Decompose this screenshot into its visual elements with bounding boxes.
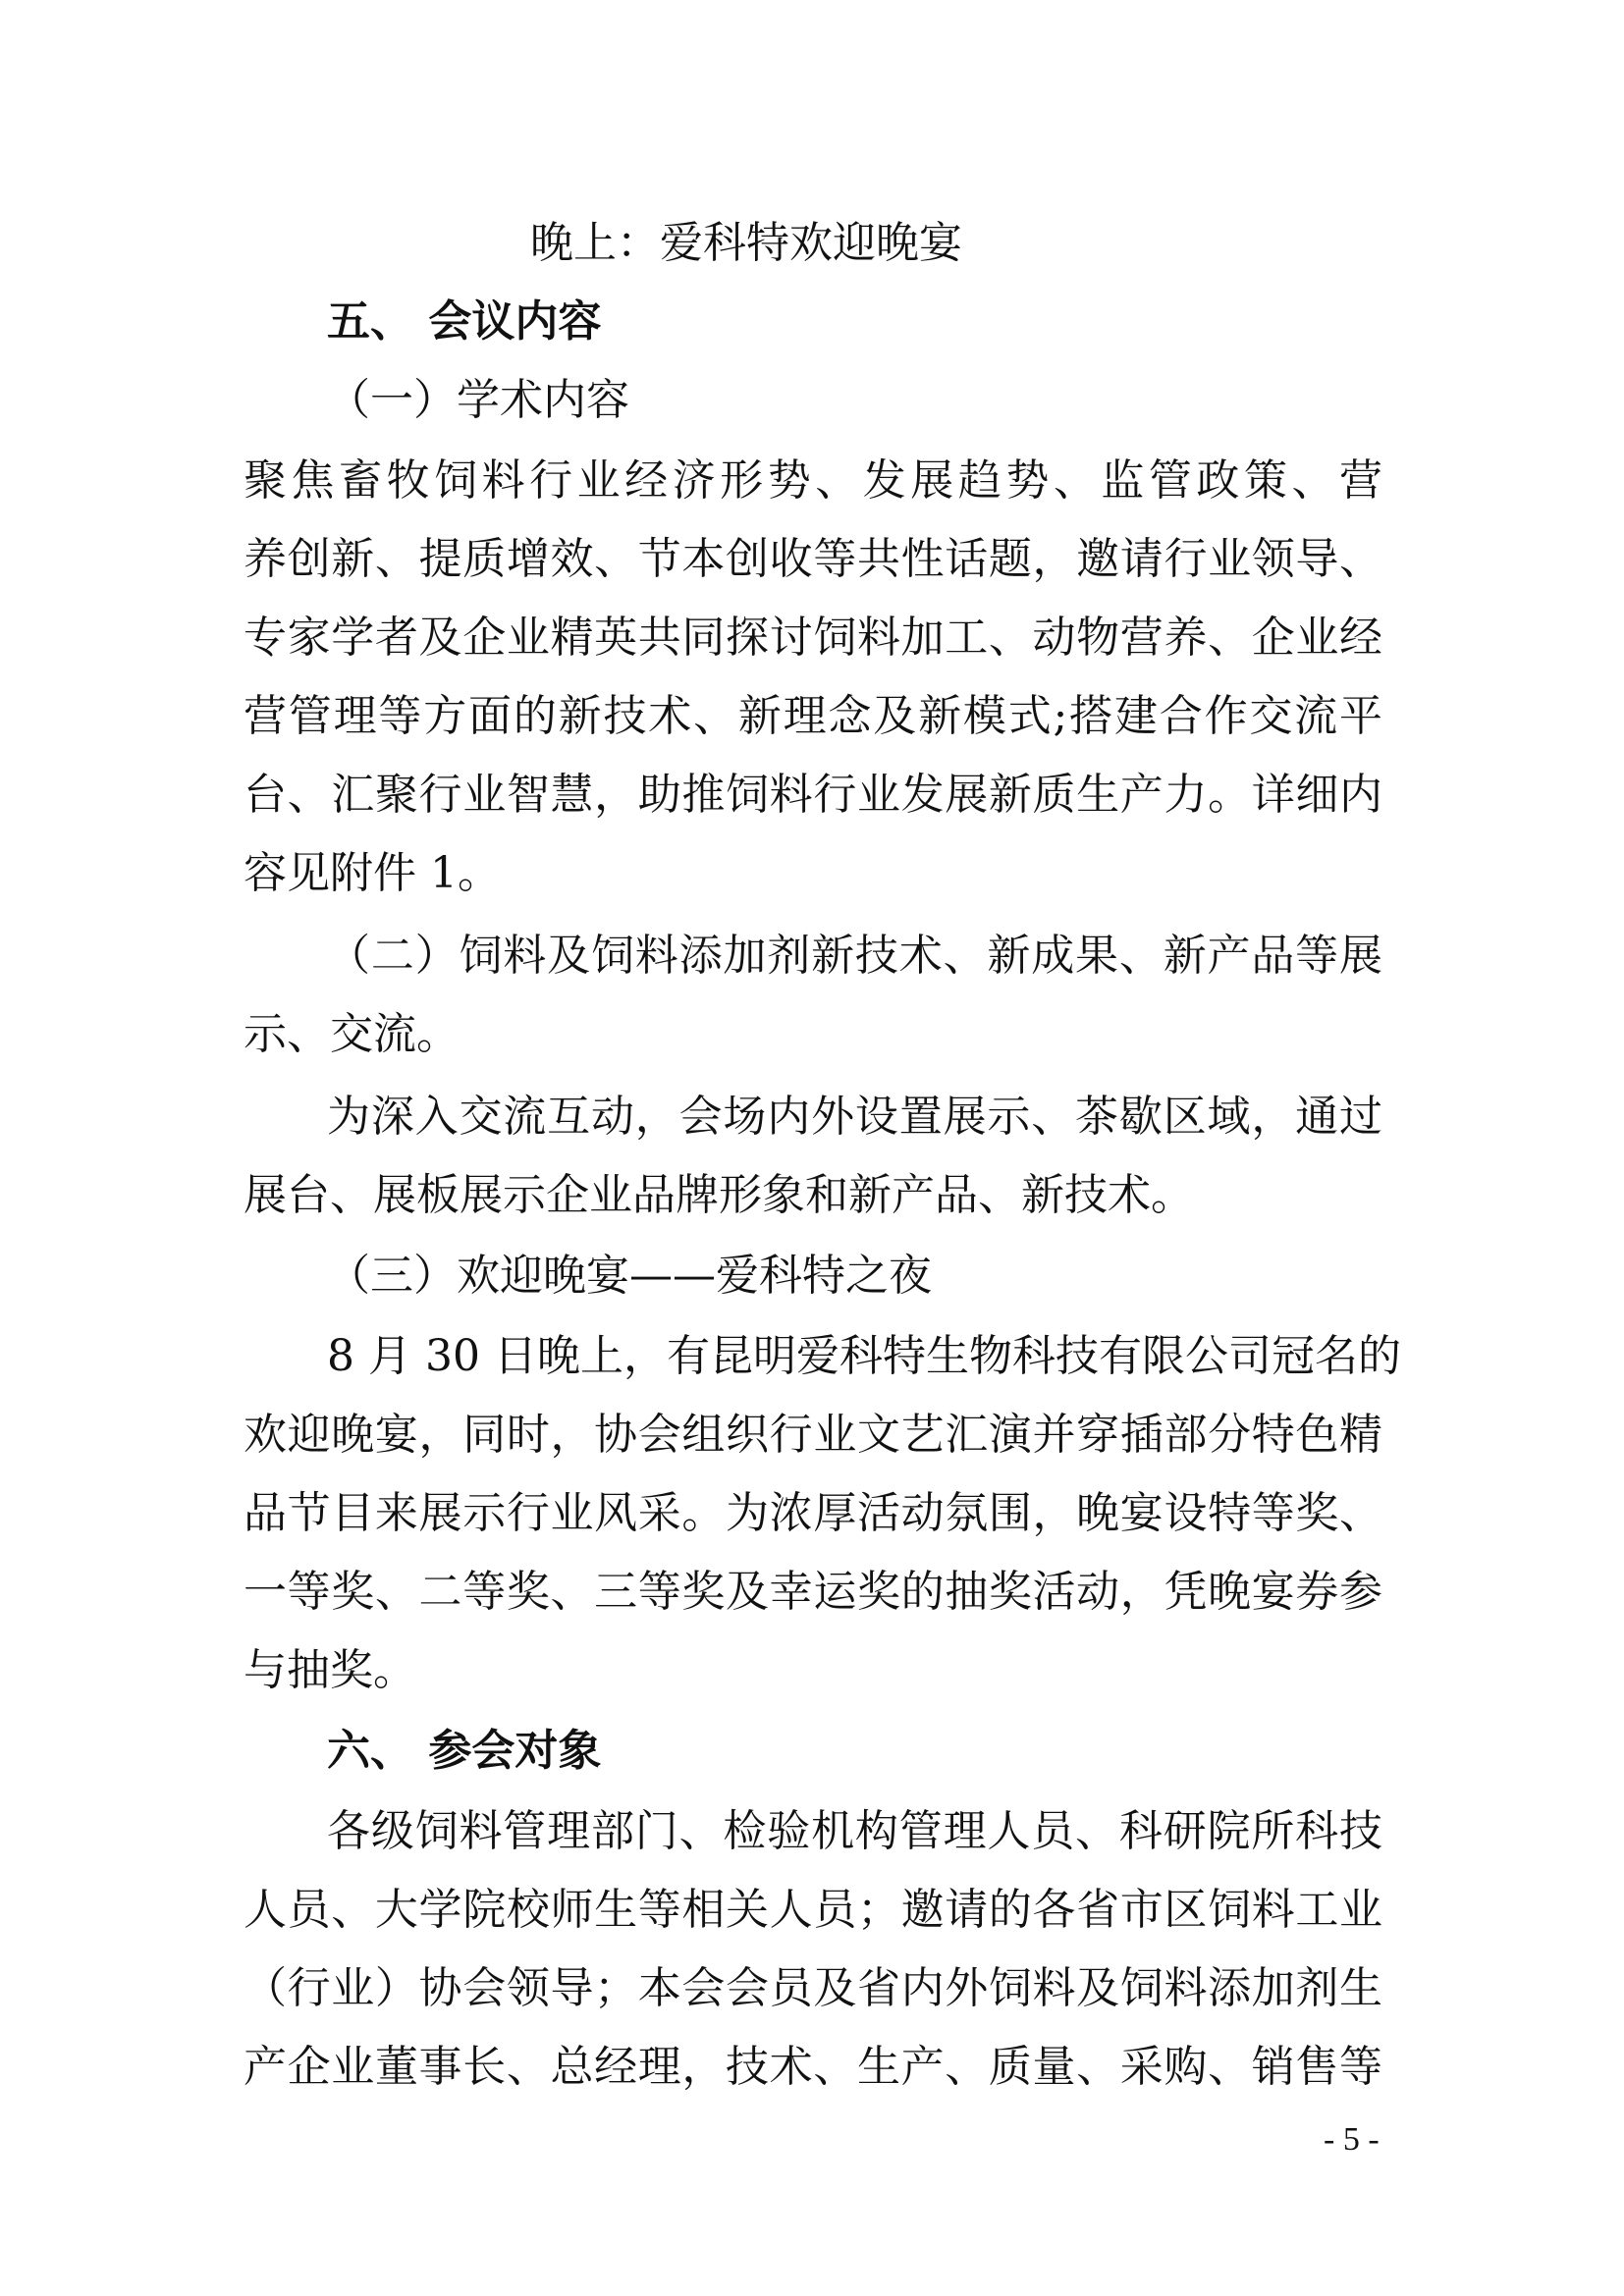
paragraph-line: 养创新、提质增效、节本创收等共性话题，邀请行业领导、 <box>244 534 1382 584</box>
paragraph-line: 为深入交流互动，会场内外设置展示、茶歇区域，通过 <box>327 1092 1382 1142</box>
subsection-heading-banquet: （三）欢迎晚宴——爱科特之夜 <box>327 1251 932 1301</box>
paragraph-line: 台、汇聚行业智慧，助推饲料行业发展新质生产力。详细内 <box>244 770 1382 820</box>
paragraph-line: 品节目来展示行业风采。为浓厚活动氛围，晚宴设特等奖、 <box>244 1488 1382 1538</box>
page-number: - 5 - <box>1324 2121 1380 2158</box>
paragraph-line: 产企业董事长、总经理，技术、生产、质量、采购、销售等 <box>244 2042 1382 2092</box>
paragraph-line: 专家学者及企业精英共同探讨饲料加工、动物营养、企业经 <box>244 613 1382 663</box>
subsection-heading-academic: （一）学术内容 <box>327 375 629 425</box>
paragraph-line: 各级饲料管理部门、检验机构管理人员、科研院所科技 <box>327 1806 1382 1856</box>
section-heading-meeting-content: 五、 会议内容 <box>327 296 602 347</box>
paragraph-line: 聚焦畜牧饲料行业经济形势、发展趋势、监管政策、营 <box>244 455 1382 506</box>
subsection-heading-exhibition: （二）饲料及饲料添加剂新技术、新成果、新产品等展 <box>327 931 1382 981</box>
paragraph-line: 与抽奖。 <box>244 1645 416 1695</box>
paragraph-line: 8 月 30 日晚上，有昆明爱科特生物科技有限公司冠名的 <box>327 1331 1401 1381</box>
paragraph-line: 营管理等方面的新技术、新理念及新模式;搭建合作交流平 <box>244 691 1382 741</box>
paragraph-line: 容见附件 1。 <box>244 848 501 898</box>
paragraph-line: 展台、展板展示企业品牌形象和新产品、新技术。 <box>244 1170 1194 1220</box>
evening-schedule-line: 晚上：爱科特欢迎晚宴 <box>530 218 962 268</box>
section-heading-participants: 六、 参会对象 <box>327 1726 602 1776</box>
paragraph-line: （行业）协会领导；本会会员及省内外饲料及饲料添加剂生 <box>244 1963 1382 2013</box>
paragraph-line: 一等奖、二等奖、三等奖及幸运奖的抽奖活动，凭晚宴券参 <box>244 1567 1382 1617</box>
paragraph-line: 人员、大学院校师生等相关人员；邀请的各省市区饲料工业 <box>244 1885 1382 1935</box>
subsection-heading-exhibition-cont: 示、交流。 <box>244 1009 460 1059</box>
paragraph-line: 欢迎晚宴，同时，协会组织行业文艺汇演并穿插部分特色精 <box>244 1410 1382 1460</box>
